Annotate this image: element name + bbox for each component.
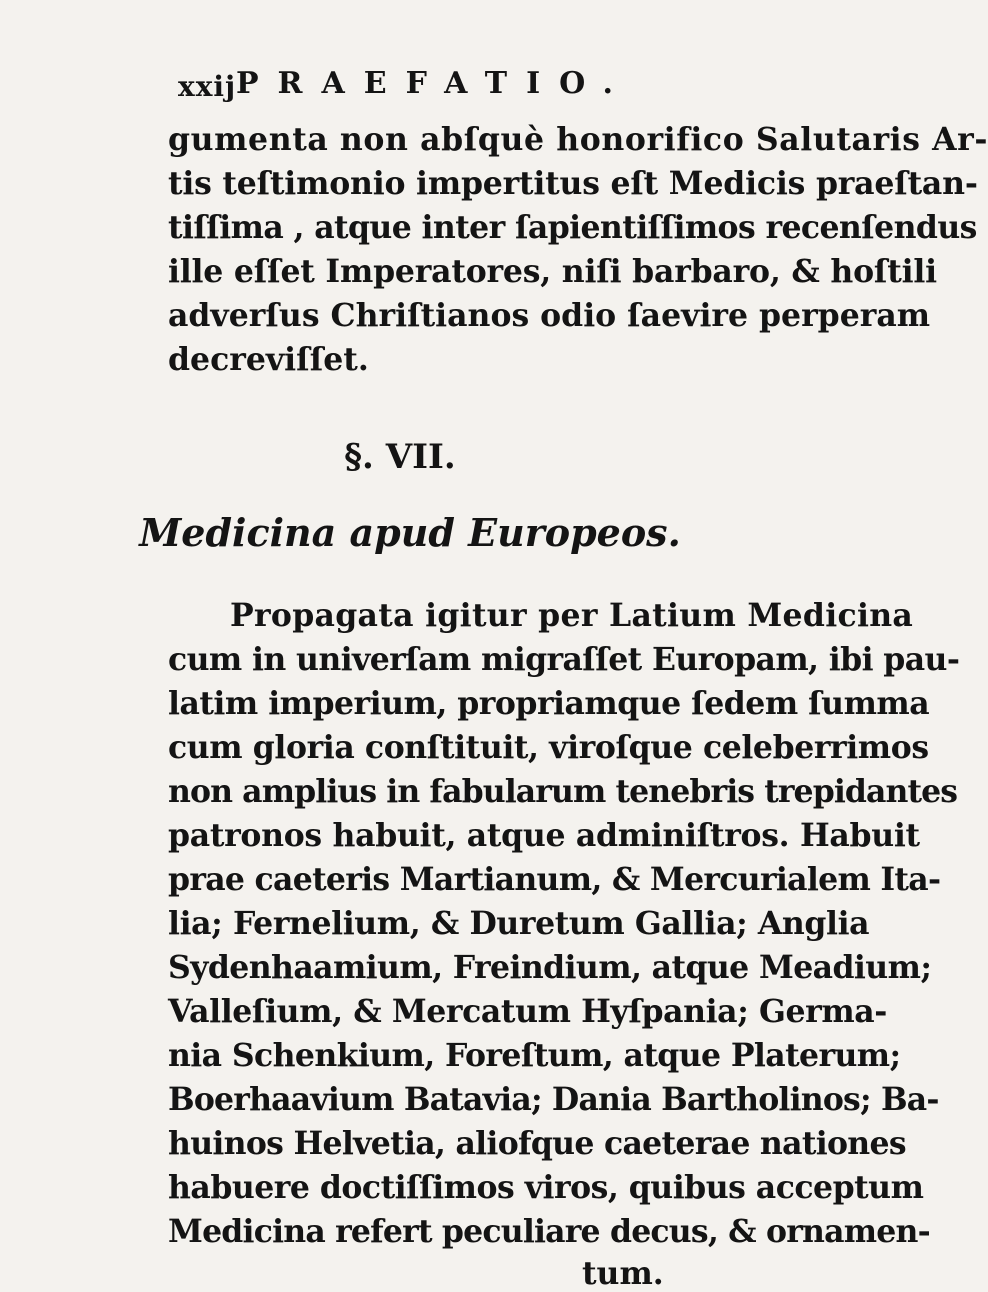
text-line: prae caeteris Martianum, & Mercurialem Ita- [168, 861, 941, 898]
text-line: patronos habuit, atque adminiſtros. Habuit [168, 817, 920, 854]
text-line: cum in univerſam migraſſet Europam, ibi pau- [168, 641, 960, 678]
running-head: PRAEFATIO. [236, 66, 632, 101]
text-line: huinos Helvetia, aliofque caeterae nationes [168, 1125, 906, 1162]
text-line: tis teſtimonio impertitus eſt Medicis praeſtan- [168, 165, 978, 202]
text-line: Valleſium, & Mercatum Hyſpania; Germa- [168, 993, 887, 1030]
text-line: gumenta non abſquè honorifico Salutaris Ar- [168, 121, 988, 158]
text-line: decreviſſet. [168, 341, 369, 378]
text-line: ille eſſet Imperatores, niſi barbaro, & hoſtili [168, 253, 937, 290]
text-line: Medicina refert peculiare decus, & ornamen- [168, 1213, 930, 1250]
page-header [178, 62, 678, 102]
section-number: §. VII. [344, 437, 456, 477]
text-line: non amplius in fabularum tenebris trepidantes [168, 773, 958, 810]
text-line: tiſſima , atque inter ſapientiſſimos recenſendus [168, 209, 977, 246]
page-number: xxij [178, 70, 237, 103]
text-line: Boerhaavium Batavia; Dania Bartholinos; Ba- [168, 1081, 939, 1118]
text-line: cum gloria conſtituit, viroſque celeberrimos [168, 729, 929, 766]
text-line: lia; Fernelium, & Duretum Gallia; Anglia [168, 905, 870, 942]
text-line: latim imperium, propriamque ſedem ſumma [168, 685, 930, 722]
text-line: tum. [582, 1255, 664, 1292]
text-line: adverſus Chriſtianos odio ſaevire perperam [168, 297, 931, 334]
section-title: Medicina apud Europeos. [139, 510, 681, 555]
text-line: habuere doctiſſimos viros, quibus acceptum [168, 1169, 924, 1206]
text-line: Propagata igitur per Latium Medicina [230, 597, 914, 634]
text-line: nia Schenkium, Foreſtum, atque Platerum; [168, 1037, 901, 1074]
text-line: Sydenhaamium, Freindium, atque Meadium; [168, 949, 932, 986]
